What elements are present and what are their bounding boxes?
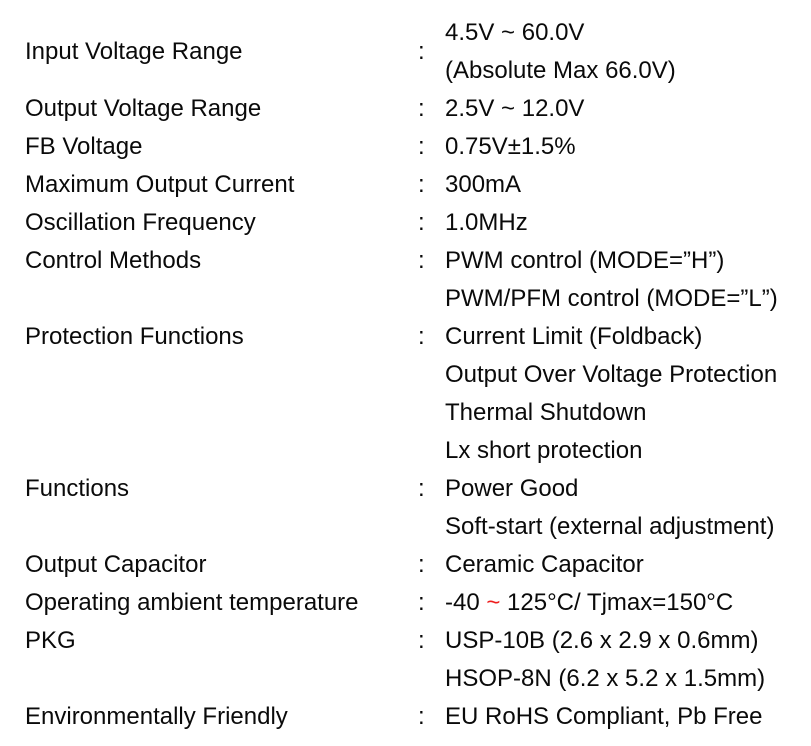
spec-label: Control Methods — [25, 247, 202, 274]
spec-value — [445, 622, 801, 698]
spec-value-line: Lx short protection — [445, 437, 643, 464]
spec-row-output-voltage-range — [25, 90, 801, 128]
spec-value-line: Output Over Voltage Protection — [445, 361, 778, 388]
spec-row-fb-voltage — [25, 128, 801, 166]
spec-value-line: 1.0MHz — [445, 209, 528, 236]
spec-value-line: PWM/PFM control (MODE=”L”) — [445, 285, 778, 312]
spec-label: Output Capacitor — [25, 551, 207, 578]
spec-value — [445, 204, 801, 242]
spec-colon: : — [418, 703, 425, 730]
spec-value-line: PWM control (MODE=”H”) — [445, 247, 725, 274]
spec-value — [445, 470, 801, 546]
spec-colon: : — [418, 95, 425, 122]
spec-value — [445, 698, 801, 736]
spec-value-line: HSOP-8N (6.2 x 5.2 x 1.5mm) — [445, 665, 766, 692]
spec-colon: : — [418, 171, 425, 198]
spec-value-line: (Absolute Max 66.0V) — [445, 57, 676, 84]
spec-label: Input Voltage Range — [25, 38, 243, 65]
spec-value-line: Thermal Shutdown — [445, 399, 647, 426]
spec-label: Operating ambient temperature — [25, 589, 359, 616]
spec-colon: : — [418, 589, 425, 616]
spec-value-line: 4.5V ~ 60.0V — [445, 19, 585, 46]
spec-label: Oscillation Frequency — [25, 209, 256, 236]
spec-value-line: USP-10B (2.6 x 2.9 x 0.6mm) — [445, 627, 759, 654]
spec-value — [445, 90, 801, 128]
spec-value — [445, 584, 801, 622]
spec-colon: : — [418, 133, 425, 160]
spec-label: Protection Functions — [25, 323, 244, 350]
spec-row-functions — [25, 470, 801, 546]
temp-range-prefix: -40 — [445, 589, 487, 616]
spec-value — [445, 318, 801, 470]
spec-row-input-voltage-range — [25, 14, 801, 90]
spec-value-line: 2.5V ~ 12.0V — [445, 95, 585, 122]
spec-colon: : — [418, 323, 425, 350]
spec-label: FB Voltage — [25, 133, 143, 160]
temp-range-suffix: 125°C/ Tjmax=150°C — [500, 589, 734, 616]
temp-range-tilde: ~ — [486, 589, 501, 616]
spec-value-line — [445, 584, 801, 622]
spec-row-pkg — [25, 622, 801, 698]
spec-row-maximum-output-current — [25, 166, 801, 204]
spec-value-line: 300mA — [445, 171, 522, 198]
spec-value — [445, 14, 801, 90]
spec-label: Environmentally Friendly — [25, 703, 288, 730]
spec-value — [445, 166, 801, 204]
spec-value — [445, 128, 801, 166]
spec-value — [445, 242, 801, 318]
spec-value-line: Soft-start (external adjustment) — [445, 513, 775, 540]
spec-colon: : — [418, 38, 425, 65]
spec-value — [445, 546, 801, 584]
spec-value-line: EU RoHS Compliant, Pb Free — [445, 703, 763, 730]
spec-row-operating-ambient-temperature — [25, 584, 801, 622]
spec-label: Output Voltage Range — [25, 95, 262, 122]
spec-label: PKG — [25, 627, 76, 654]
spec-value-line: Power Good — [445, 475, 579, 502]
spec-colon: : — [418, 551, 425, 578]
spec-row-control-methods — [25, 242, 801, 318]
spec-row-oscillation-frequency — [25, 204, 801, 242]
spec-colon: : — [418, 209, 425, 236]
spec-colon: : — [418, 627, 425, 654]
spec-row-protection-functions — [25, 318, 801, 470]
spec-value-line: 0.75V±1.5% — [445, 133, 576, 160]
spec-label: Functions — [25, 475, 130, 502]
spec-value-line: Current Limit (Foldback) — [445, 323, 703, 350]
spec-row-environmentally-friendly — [25, 698, 801, 736]
spec-label: Maximum Output Current — [25, 171, 295, 198]
spec-colon: : — [418, 247, 425, 274]
spec-value-line: Ceramic Capacitor — [445, 551, 644, 578]
spec-row-output-capacitor — [25, 546, 801, 584]
spec-colon: : — [418, 475, 425, 502]
